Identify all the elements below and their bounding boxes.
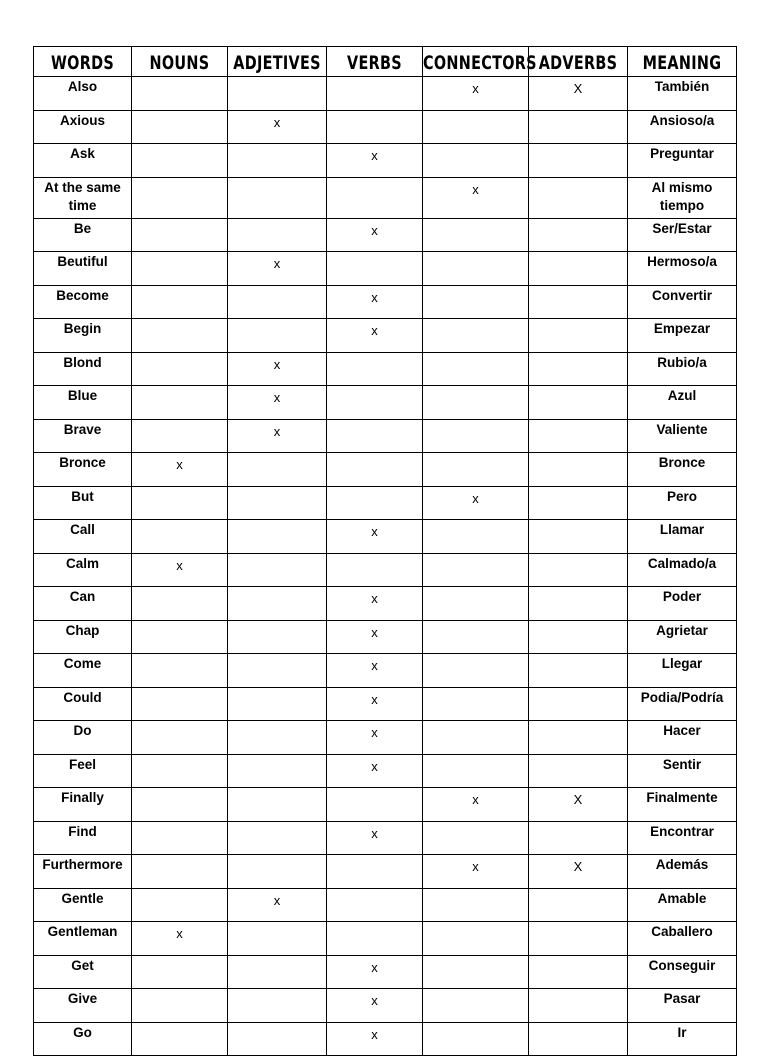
adjective-mark-cell: x — [228, 888, 327, 922]
verb-mark-cell — [327, 888, 423, 922]
meaning-cell: Agrietar — [628, 620, 737, 654]
verb-mark-cell — [327, 788, 423, 822]
noun-mark-cell — [132, 754, 228, 788]
meaning-cell: Bronce — [628, 453, 737, 487]
verb-mark-cell: x — [327, 285, 423, 319]
header-nouns: NOUNS — [132, 44, 228, 79]
table-row — [34, 855, 737, 889]
connector-mark-cell — [423, 754, 529, 788]
noun-mark-cell: x — [132, 922, 228, 956]
noun-mark-cell: x — [132, 453, 228, 487]
header-meaning: MEANING — [628, 44, 737, 79]
adverb-mark-cell — [529, 285, 628, 319]
connector-mark-cell — [423, 888, 529, 922]
word-cell: Blue — [34, 386, 132, 420]
noun-mark-cell — [132, 620, 228, 654]
adjective-mark-cell — [228, 922, 327, 956]
connector-mark-cell — [423, 352, 529, 386]
meaning-cell: Calmado/a — [628, 553, 737, 587]
adverb-mark-cell: X — [529, 855, 628, 889]
adverb-mark-cell — [529, 352, 628, 386]
table-row — [34, 285, 737, 319]
word-cell: Furthermore — [34, 855, 132, 889]
adverb-mark-cell — [529, 955, 628, 989]
adjective-mark-cell — [228, 687, 327, 721]
adjective-mark-cell — [228, 177, 327, 218]
word-cell: Calm — [34, 553, 132, 587]
adverb-mark-cell — [529, 721, 628, 755]
verb-mark-cell — [327, 922, 423, 956]
noun-mark-cell: x — [132, 553, 228, 587]
table-row — [34, 888, 737, 922]
connector-mark-cell: x — [423, 77, 529, 111]
adverb-mark-cell — [529, 486, 628, 520]
verb-mark-cell: x — [327, 144, 423, 178]
table-row — [34, 319, 737, 353]
connector-mark-cell — [423, 110, 529, 144]
header-row — [34, 47, 737, 77]
table-row — [34, 352, 737, 386]
adjective-mark-cell — [228, 721, 327, 755]
verb-mark-cell — [327, 386, 423, 420]
word-cell: Do — [34, 721, 132, 755]
word-cell: Become — [34, 285, 132, 319]
verb-mark-cell: x — [327, 654, 423, 688]
connector-mark-cell — [423, 252, 529, 286]
adverb-mark-cell — [529, 177, 628, 218]
table-row — [34, 654, 737, 688]
noun-mark-cell — [132, 486, 228, 520]
verb-mark-cell — [327, 486, 423, 520]
adjective-mark-cell — [228, 486, 327, 520]
adjective-mark-cell — [228, 77, 327, 111]
noun-mark-cell — [132, 252, 228, 286]
adverb-mark-cell — [529, 252, 628, 286]
verb-mark-cell — [327, 453, 423, 487]
table-row — [34, 486, 737, 520]
adjective-mark-cell — [228, 587, 327, 621]
word-cell: Call — [34, 520, 132, 554]
verb-mark-cell — [327, 252, 423, 286]
adjective-mark-cell — [228, 218, 327, 252]
adjective-mark-cell — [228, 319, 327, 353]
adverb-mark-cell — [529, 218, 628, 252]
connector-mark-cell — [423, 654, 529, 688]
noun-mark-cell — [132, 419, 228, 453]
table-row — [34, 553, 737, 587]
adjective-mark-cell — [228, 855, 327, 889]
table-row — [34, 177, 737, 218]
adjective-mark-cell — [228, 1022, 327, 1056]
adverb-mark-cell — [529, 620, 628, 654]
adjective-mark-cell — [228, 754, 327, 788]
meaning-cell: Poder — [628, 587, 737, 621]
table-row — [34, 754, 737, 788]
word-cell: Chap — [34, 620, 132, 654]
connector-mark-cell — [423, 218, 529, 252]
adjective-mark-cell — [228, 620, 327, 654]
word-cell: Come — [34, 654, 132, 688]
table-body — [34, 77, 737, 1056]
adverb-mark-cell: X — [529, 788, 628, 822]
verb-mark-cell — [327, 352, 423, 386]
meaning-cell: Valiente — [628, 419, 737, 453]
verb-mark-cell: x — [327, 754, 423, 788]
verb-mark-cell: x — [327, 687, 423, 721]
adjective-mark-cell — [228, 453, 327, 487]
adverb-mark-cell — [529, 144, 628, 178]
verb-mark-cell: x — [327, 520, 423, 554]
meaning-cell: Ir — [628, 1022, 737, 1056]
adverb-mark-cell — [529, 520, 628, 554]
meaning-cell: Empezar — [628, 319, 737, 353]
verb-mark-cell — [327, 77, 423, 111]
adverb-mark-cell — [529, 989, 628, 1023]
word-cell: Beutiful — [34, 252, 132, 286]
verb-mark-cell — [327, 855, 423, 889]
adjective-mark-cell — [228, 144, 327, 178]
verb-mark-cell — [327, 553, 423, 587]
meaning-cell: Hacer — [628, 721, 737, 755]
meaning-cell: Llegar — [628, 654, 737, 688]
word-cell: Give — [34, 989, 132, 1023]
meaning-cell: Amable — [628, 888, 737, 922]
table-row — [34, 955, 737, 989]
table-row — [34, 821, 737, 855]
adverb-mark-cell — [529, 419, 628, 453]
meaning-cell: Hermoso/a — [628, 252, 737, 286]
verb-mark-cell: x — [327, 218, 423, 252]
word-cell: Axious — [34, 110, 132, 144]
noun-mark-cell — [132, 955, 228, 989]
header-words: WORDS — [34, 44, 132, 79]
table-row — [34, 419, 737, 453]
connector-mark-cell — [423, 520, 529, 554]
table-row — [34, 989, 737, 1023]
connector-mark-cell — [423, 955, 529, 989]
connector-mark-cell — [423, 386, 529, 420]
adverb-mark-cell: X — [529, 77, 628, 111]
table-row — [34, 520, 737, 554]
meaning-cell: Ansioso/a — [628, 110, 737, 144]
word-cell: Begin — [34, 319, 132, 353]
table-row — [34, 252, 737, 286]
connector-mark-cell: x — [423, 855, 529, 889]
word-cell: Could — [34, 687, 132, 721]
connector-mark-cell: x — [423, 788, 529, 822]
word-cell: Be — [34, 218, 132, 252]
header-adverbs: ADVERBS — [529, 44, 628, 79]
meaning-cell: Azul — [628, 386, 737, 420]
word-cell: Gentleman — [34, 922, 132, 956]
word-cell: Can — [34, 587, 132, 621]
noun-mark-cell — [132, 1022, 228, 1056]
word-cell: Go — [34, 1022, 132, 1056]
adverb-mark-cell — [529, 110, 628, 144]
noun-mark-cell — [132, 687, 228, 721]
table-row — [34, 110, 737, 144]
header-adjectives: ADJETIVES — [228, 44, 327, 79]
table-row — [34, 1022, 737, 1056]
adjective-mark-cell — [228, 989, 327, 1023]
meaning-cell: Encontrar — [628, 821, 737, 855]
adverb-mark-cell — [529, 654, 628, 688]
table-row — [34, 453, 737, 487]
word-cell: Feel — [34, 754, 132, 788]
noun-mark-cell — [132, 352, 228, 386]
adverb-mark-cell — [529, 386, 628, 420]
word-cell: Brave — [34, 419, 132, 453]
adjective-mark-cell — [228, 955, 327, 989]
noun-mark-cell — [132, 654, 228, 688]
table-row — [34, 386, 737, 420]
noun-mark-cell — [132, 285, 228, 319]
meaning-cell: Llamar — [628, 520, 737, 554]
meaning-cell: Convertir — [628, 285, 737, 319]
noun-mark-cell — [132, 721, 228, 755]
connector-mark-cell — [423, 821, 529, 855]
word-cell: Bronce — [34, 453, 132, 487]
meaning-cell: Conseguir — [628, 955, 737, 989]
noun-mark-cell — [132, 319, 228, 353]
connector-mark-cell — [423, 587, 529, 621]
table-row — [34, 721, 737, 755]
adjective-mark-cell — [228, 285, 327, 319]
adverb-mark-cell — [529, 319, 628, 353]
adjective-mark-cell: x — [228, 252, 327, 286]
adjective-mark-cell: x — [228, 110, 327, 144]
meaning-cell: Ser/Estar — [628, 218, 737, 252]
meaning-cell: Caballero — [628, 922, 737, 956]
verb-mark-cell: x — [327, 721, 423, 755]
meaning-cell: Preguntar — [628, 144, 737, 178]
word-cell: Blond — [34, 352, 132, 386]
noun-mark-cell — [132, 855, 228, 889]
connector-mark-cell — [423, 1022, 529, 1056]
adjective-mark-cell: x — [228, 352, 327, 386]
connector-mark-cell — [423, 687, 529, 721]
verb-mark-cell: x — [327, 989, 423, 1023]
noun-mark-cell — [132, 386, 228, 420]
word-cell: At the same time — [34, 177, 132, 218]
adjective-mark-cell: x — [228, 386, 327, 420]
meaning-cell: Podia/Podría — [628, 687, 737, 721]
header-connectors: CONNECTORS — [423, 44, 529, 79]
connector-mark-cell — [423, 144, 529, 178]
adjective-mark-cell — [228, 520, 327, 554]
adjective-mark-cell — [228, 821, 327, 855]
noun-mark-cell — [132, 989, 228, 1023]
word-cell: But — [34, 486, 132, 520]
table-row — [34, 922, 737, 956]
adverb-mark-cell — [529, 754, 628, 788]
table-row — [34, 218, 737, 252]
table-row — [34, 687, 737, 721]
connector-mark-cell — [423, 620, 529, 654]
table-row — [34, 788, 737, 822]
connector-mark-cell: x — [423, 177, 529, 218]
meaning-cell: Al mismo tiempo — [628, 177, 737, 218]
adjective-mark-cell — [228, 553, 327, 587]
noun-mark-cell — [132, 177, 228, 218]
verb-mark-cell: x — [327, 620, 423, 654]
adverb-mark-cell — [529, 453, 628, 487]
verb-mark-cell: x — [327, 1022, 423, 1056]
noun-mark-cell — [132, 788, 228, 822]
adjective-mark-cell — [228, 654, 327, 688]
meaning-cell: Sentir — [628, 754, 737, 788]
header-verbs: VERBS — [327, 44, 423, 79]
connector-mark-cell — [423, 922, 529, 956]
meaning-cell: Pasar — [628, 989, 737, 1023]
connector-mark-cell — [423, 553, 529, 587]
connector-mark-cell — [423, 319, 529, 353]
table-row — [34, 587, 737, 621]
noun-mark-cell — [132, 520, 228, 554]
verb-mark-cell: x — [327, 821, 423, 855]
verb-mark-cell — [327, 419, 423, 453]
word-cell: Finally — [34, 788, 132, 822]
adjective-mark-cell — [228, 788, 327, 822]
noun-mark-cell — [132, 218, 228, 252]
adverb-mark-cell — [529, 821, 628, 855]
verb-mark-cell: x — [327, 587, 423, 621]
connector-mark-cell — [423, 285, 529, 319]
table-row — [34, 620, 737, 654]
table-row — [34, 144, 737, 178]
meaning-cell: Pero — [628, 486, 737, 520]
meaning-cell: Rubio/a — [628, 352, 737, 386]
verb-mark-cell: x — [327, 955, 423, 989]
connector-mark-cell — [423, 721, 529, 755]
connector-mark-cell — [423, 453, 529, 487]
adjective-mark-cell: x — [228, 419, 327, 453]
adverb-mark-cell — [529, 888, 628, 922]
word-cell: Ask — [34, 144, 132, 178]
connector-mark-cell — [423, 419, 529, 453]
noun-mark-cell — [132, 587, 228, 621]
meaning-cell: También — [628, 77, 737, 111]
noun-mark-cell — [132, 821, 228, 855]
adverb-mark-cell — [529, 687, 628, 721]
adverb-mark-cell — [529, 1022, 628, 1056]
noun-mark-cell — [132, 77, 228, 111]
word-cell: Gentle — [34, 888, 132, 922]
noun-mark-cell — [132, 144, 228, 178]
adverb-mark-cell — [529, 587, 628, 621]
adverb-mark-cell — [529, 553, 628, 587]
adverb-mark-cell — [529, 922, 628, 956]
meaning-cell: Además — [628, 855, 737, 889]
word-cell: Find — [34, 821, 132, 855]
word-cell: Get — [34, 955, 132, 989]
meaning-cell: Finalmente — [628, 788, 737, 822]
table-row — [34, 77, 737, 111]
noun-mark-cell — [132, 110, 228, 144]
vocabulary-table — [33, 46, 737, 1056]
verb-mark-cell: x — [327, 319, 423, 353]
connector-mark-cell: x — [423, 486, 529, 520]
connector-mark-cell — [423, 989, 529, 1023]
verb-mark-cell — [327, 110, 423, 144]
verb-mark-cell — [327, 177, 423, 218]
word-cell: Also — [34, 77, 132, 111]
noun-mark-cell — [132, 888, 228, 922]
